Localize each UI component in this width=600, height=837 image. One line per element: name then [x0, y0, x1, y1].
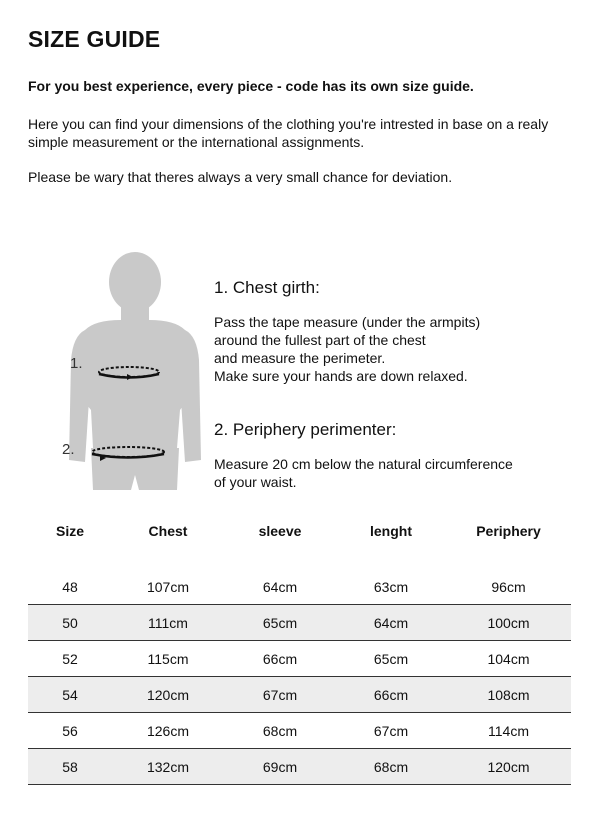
table-cell: 69cm — [224, 749, 336, 785]
periphery-heading: 2. Periphery perimenter: — [214, 420, 397, 439]
table-cell: 100cm — [446, 605, 571, 641]
table-cell: 54 — [28, 677, 112, 713]
table-row — [28, 677, 571, 713]
table-cell: 56 — [28, 713, 112, 749]
table-row — [28, 749, 571, 785]
table-cell: 114cm — [446, 713, 571, 749]
table-cell: 120cm — [112, 677, 224, 713]
table-cell: 108cm — [446, 677, 571, 713]
intro-bold-text: For you best experience, every piece - code has its own size guide. — [28, 78, 474, 94]
deviation-note: Please be wary that theres always a very small chance for deviation. — [28, 169, 453, 185]
torso-silhouette-icon — [55, 250, 205, 500]
instruction-line: Measure 20 cm below the natural circumference — [214, 456, 513, 472]
table-header-row — [28, 513, 571, 549]
table-row — [28, 605, 571, 641]
page-title: SIZE GUIDE — [28, 26, 161, 52]
table-row — [28, 641, 571, 677]
chest-girth-heading: 1. Chest girth: — [214, 278, 320, 297]
table-cell: 67cm — [336, 713, 446, 749]
table-row — [28, 569, 571, 605]
table-cell: 63cm — [336, 569, 446, 605]
table-cell: 58 — [28, 749, 112, 785]
table-row — [28, 713, 571, 749]
table-cell: 64cm — [224, 569, 336, 605]
table-cell: 126cm — [112, 713, 224, 749]
chest-girth-instructions — [214, 313, 574, 385]
table-cell: 68cm — [224, 713, 336, 749]
table-cell: 68cm — [336, 749, 446, 785]
instruction-line: of your waist. — [214, 474, 297, 490]
table-cell: 104cm — [446, 641, 571, 677]
table-cell: 48 — [28, 569, 112, 605]
column-header-periphery: Periphery — [476, 523, 541, 539]
size-table — [28, 513, 571, 785]
table-cell: 67cm — [224, 677, 336, 713]
table-cell: 111cm — [112, 605, 224, 641]
instruction-line: Make sure your hands are down relaxed. — [214, 368, 468, 384]
table-cell: 50 — [28, 605, 112, 641]
table-cell: 115cm — [112, 641, 224, 677]
chest-marker-label: 1. — [70, 355, 83, 372]
column-header-chest: Chest — [148, 523, 188, 539]
periphery-marker-label: 2. — [62, 441, 75, 458]
column-header-size: Size — [55, 523, 84, 539]
table-cell: 96cm — [446, 569, 571, 605]
table-cell: 64cm — [336, 605, 446, 641]
body-measurement-figure — [55, 250, 205, 500]
table-cell: 107cm — [112, 569, 224, 605]
table-cell: 132cm — [112, 749, 224, 785]
column-header-length: lenght — [370, 523, 412, 539]
instruction-line: and measure the perimeter. — [214, 350, 386, 366]
table-cell: 66cm — [224, 641, 336, 677]
table-cell: 65cm — [224, 605, 336, 641]
intro-paragraph: Here you can find your dimensions of the clothing you're intrested in base on a realy simple measurement or the international assignments. — [28, 116, 549, 150]
instruction-line: Pass the tape measure (under the armpits) — [214, 314, 481, 330]
table-cell: 65cm — [336, 641, 446, 677]
table-cell: 52 — [28, 641, 112, 677]
instruction-line: around the fullest part of the chest — [214, 332, 426, 348]
column-header-sleeve: sleeve — [258, 523, 302, 539]
table-cell: 120cm — [446, 749, 571, 785]
table-spacer — [28, 549, 571, 569]
table-cell: 66cm — [336, 677, 446, 713]
periphery-instructions — [214, 455, 574, 491]
